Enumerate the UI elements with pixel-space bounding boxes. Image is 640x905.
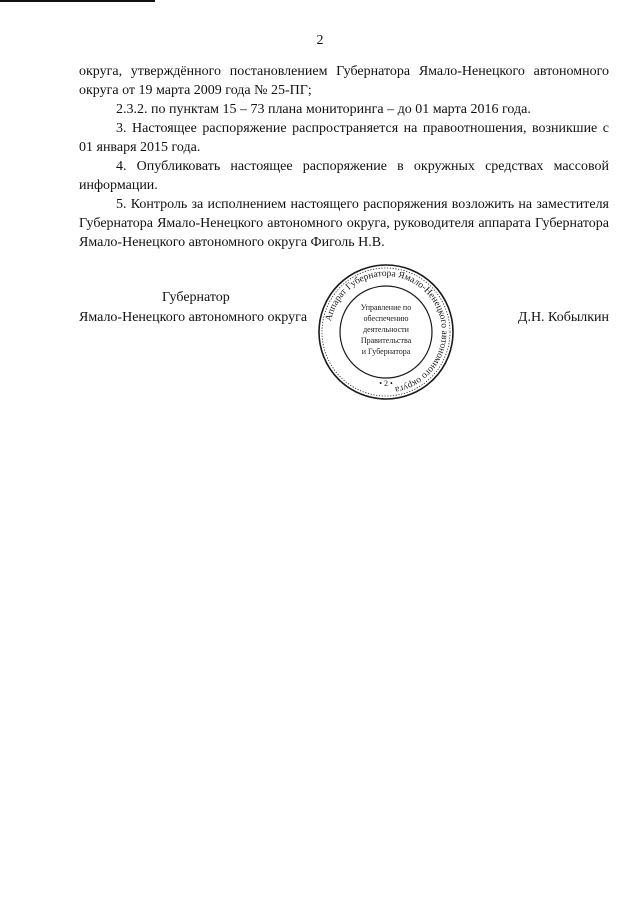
signer-name: Д.Н. Кобылкин — [517, 310, 609, 325]
paragraph-continuation: округа, утверждённого постановлением Губернатора Ямало-Ненецкого автономного округа от 19 марта 2009 года № 25-ПГ; — [79, 64, 609, 98]
paragraph-2-3-2: 2.3.2. по пунктам 15 – 73 плана мониторинга – до 01 марта 2016 года. — [116, 102, 531, 117]
seal-inner-line-5: и Губернатора — [361, 347, 411, 356]
seal-outer-text: Аппарат Губернатора Ямало-Ненецкого автономного округа — [324, 268, 450, 395]
official-seal — [316, 262, 456, 402]
seal-inner-line-4: Правительства — [360, 336, 412, 345]
seal-inner-line-3: деятельности — [363, 325, 409, 334]
document-body — [79, 62, 609, 252]
signer-organization: Ямало-Ненецкого автономного округа — [79, 310, 308, 325]
seal-inner-line-2: обеспечению — [363, 314, 409, 323]
paragraph-4: 4. Опубликовать настоящее распоряжение в окружных средствах массовой информации. — [79, 159, 609, 193]
paragraph-3: 3. Настоящее распоряжение распространяется на правоотношения, возникшие с 01 января 2015 года. — [79, 121, 609, 155]
signer-title: Губернатор — [162, 290, 230, 305]
page-number: 2 — [316, 33, 324, 48]
paragraph-5: 5. Контроль за исполнением настоящего распоряжения возложить на заместителя Губернатора Ямало-Ненецкого автономного округа, руководителя аппарата Губернатора Ямало-Ненецкого автономного округа Фиголь Н.В. — [79, 197, 609, 250]
seal-number: • 2 • — [379, 379, 393, 388]
header-rule — [0, 0, 155, 2]
seal-inner-line-1: Управление по — [360, 303, 412, 312]
